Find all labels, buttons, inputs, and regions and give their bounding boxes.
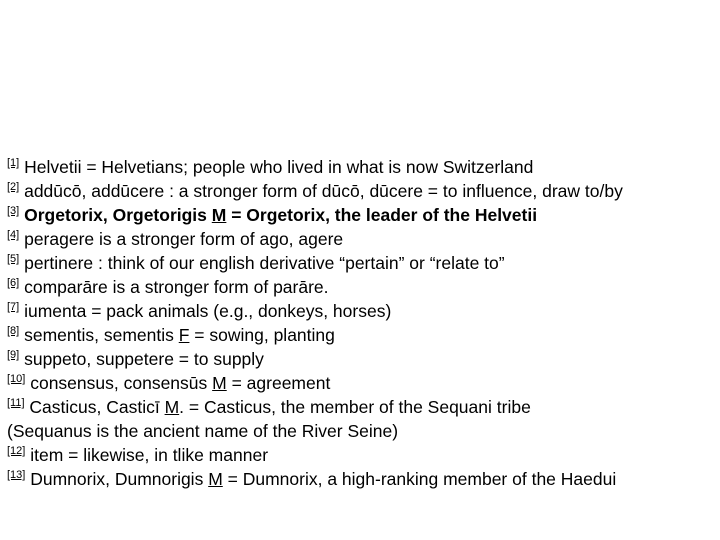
footnote-ref-link[interactable]: [5]: [7, 253, 20, 266]
footnote-ref-link[interactable]: [2]: [7, 181, 20, 194]
footnote-text: suppeto, suppetere = to supply: [19, 349, 264, 369]
footnote-text: iumenta = pack animals (e.g., donkeys, horses): [19, 301, 392, 321]
gender-marker: F: [178, 325, 190, 345]
footnote-8: [7, 323, 720, 347]
footnote-ref-link[interactable]: [7]: [7, 301, 20, 314]
footnote-text: Orgetorix, Orgetorigis: [19, 205, 212, 225]
footnote-text: addūcō, addūcere : a stronger form of dūcō, dūcere = to influence, draw to/by: [19, 181, 623, 201]
footnote-text: = sowing, planting: [189, 325, 335, 345]
footnote-1: [7, 155, 720, 179]
footnote-text: consensus, consensūs: [25, 373, 213, 393]
footnote-13: [7, 443, 720, 467]
footnote-ref-link[interactable]: [12]: [7, 445, 26, 458]
footnote-4: [7, 227, 720, 251]
footnote-9: [7, 347, 720, 371]
footnotes-list: [7, 155, 720, 491]
footnote-text: . = Casticus, the member of the Sequani tribe: [179, 397, 531, 417]
footnote-12: [7, 419, 720, 443]
footnote-14: [7, 467, 720, 491]
footnote-10: [7, 371, 720, 395]
footnote-text: = Dumnorix, a high-ranking member of the Haedui: [222, 469, 617, 489]
footnote-ref-link[interactable]: [11]: [7, 397, 25, 410]
footnote-text: = agreement: [226, 373, 331, 393]
footnote-ref-link[interactable]: [4]: [7, 229, 20, 242]
footnote-text: Casticus, Casticī: [24, 397, 165, 417]
gender-marker: M: [208, 469, 223, 489]
footnote-text: (Sequanus is the ancient name of the River Seine): [7, 421, 399, 441]
footnote-text: = Orgetorix, the leader of the Helvetii: [226, 205, 538, 225]
footnote-11: [7, 395, 720, 419]
gender-marker: M: [212, 373, 227, 393]
footnote-ref-link[interactable]: [10]: [7, 373, 26, 386]
footnote-ref-link[interactable]: [1]: [7, 157, 20, 170]
gender-marker: M: [164, 397, 180, 417]
footnote-ref-link[interactable]: [8]: [7, 325, 20, 338]
gender-marker: M: [211, 205, 227, 225]
footnote-text: sementis, sementis: [19, 325, 179, 345]
footnote-7: [7, 299, 720, 323]
footnote-text: Dumnorix, Dumnorigis: [25, 469, 209, 489]
footnote-text: Helvetii = Helvetians; people who lived in what is now Switzerland: [19, 157, 534, 177]
footnote-text: peragere is a stronger form of ago, agere: [19, 229, 344, 249]
footnote-ref-link[interactable]: [6]: [7, 277, 20, 290]
footnote-2: [7, 179, 720, 203]
footnote-5: [7, 251, 720, 275]
footnote-text: pertinere : think of our english derivative “pertain” or “relate to”: [19, 253, 505, 273]
footnote-text: item = likewise, in tlike manner: [25, 445, 269, 465]
footnote-6: [7, 275, 720, 299]
footnote-3: [7, 203, 720, 227]
footnote-ref-link[interactable]: [3]: [7, 205, 20, 218]
footnote-ref-link[interactable]: [13]: [7, 469, 26, 482]
footnote-ref-link[interactable]: [9]: [7, 349, 20, 362]
footnote-text: comparāre is a stronger form of parāre.: [19, 277, 329, 297]
